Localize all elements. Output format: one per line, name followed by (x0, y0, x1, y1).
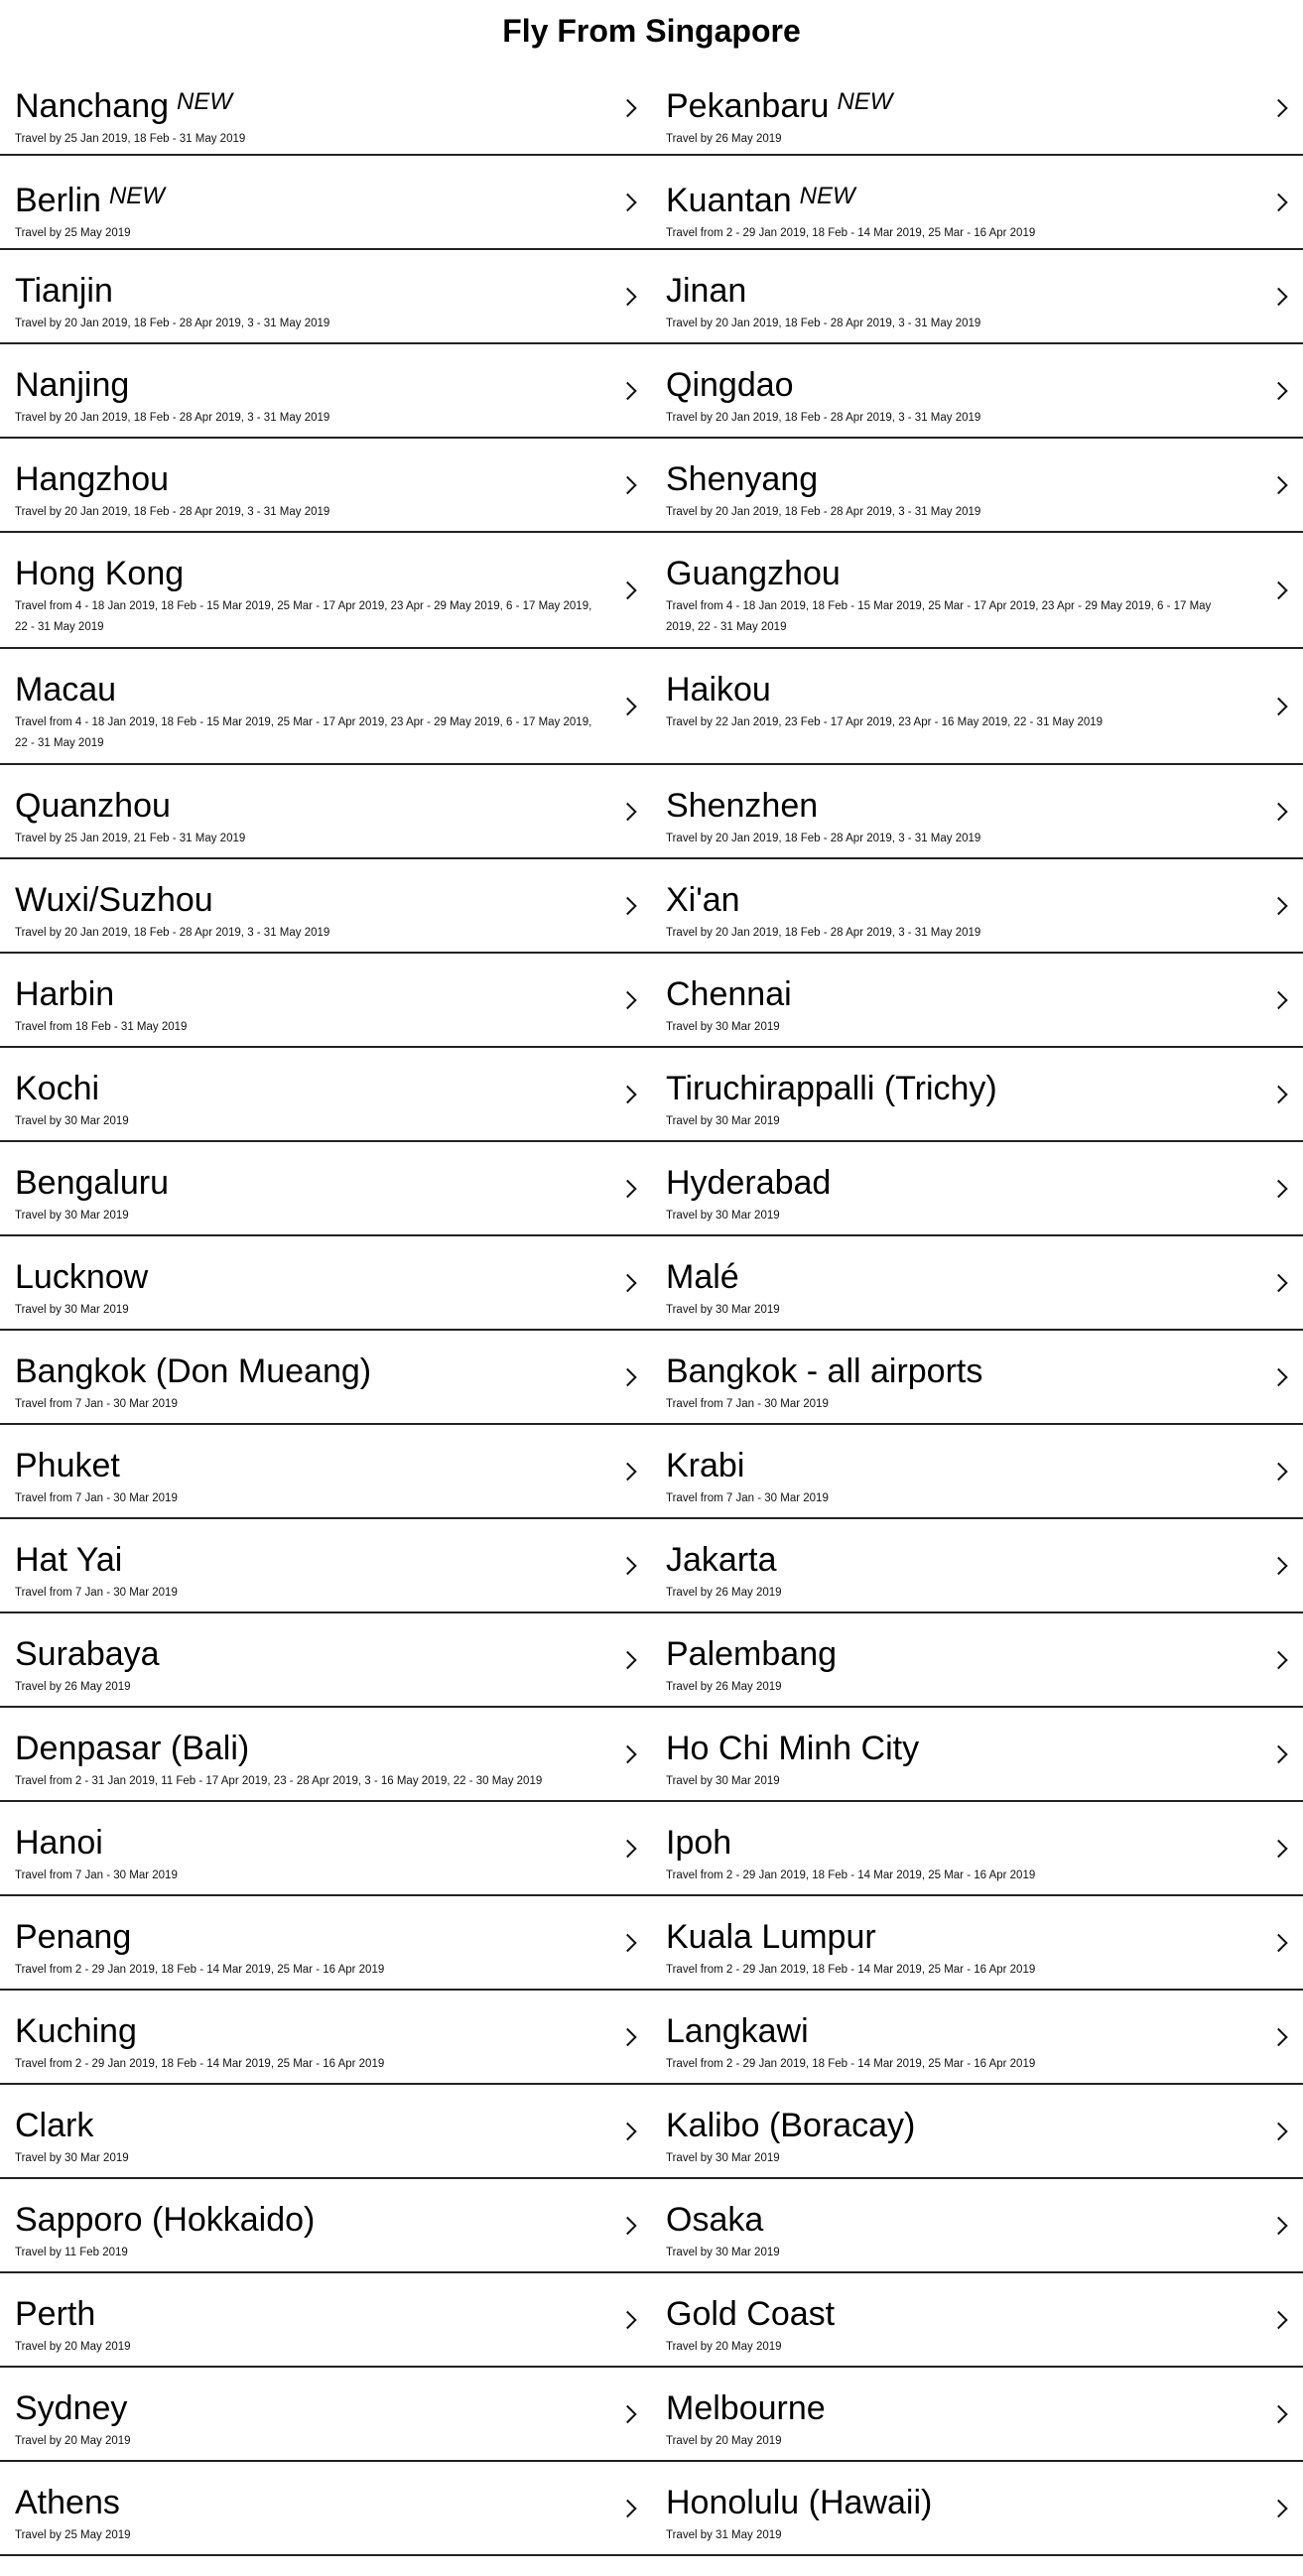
destination-travel-dates: Travel by 20 Jan 2019, 18 Feb - 28 Apr 2019, 3 - 31 May 2019 (15, 412, 330, 424)
destination-item[interactable] (0, 1425, 651, 1519)
new-badge: NEW (837, 88, 893, 115)
chevron-right-icon (618, 802, 636, 820)
chevron-right-icon (1269, 1273, 1287, 1291)
destination-city (15, 460, 605, 498)
chevron-right-icon (1269, 2027, 1287, 2045)
destination-city-name: Berlin (15, 182, 101, 219)
chevron-right-icon (1269, 2122, 1287, 2139)
destination-item[interactable] (0, 1802, 651, 1896)
destination-travel-dates: Travel from 7 Jan - 30 Mar 2019 (15, 1869, 178, 1881)
destination-travel-dates: Travel by 30 Mar 2019 (15, 2152, 129, 2164)
chevron-right-icon (1269, 1839, 1287, 1857)
destination-travel-dates: Travel from 7 Jan - 30 Mar 2019 (15, 1587, 178, 1599)
destination-item[interactable] (651, 649, 1303, 765)
destination-item[interactable] (651, 1802, 1303, 1896)
destination-travel-dates: Travel from 18 Feb - 31 May 2019 (15, 1021, 188, 1033)
chevron-right-icon (1269, 2310, 1287, 2328)
destination-city (666, 881, 1234, 919)
chevron-right-icon (618, 475, 636, 493)
destination-travel-dates: Travel from 4 - 18 Jan 2019, 18 Feb - 15 Mar 2019, 25 Mar - 17 Apr 2019, 23 Apr - 29 May 2019, 6 - 17 May 2019, 22 - 31 May 2019 (15, 600, 592, 633)
destination-city (666, 2201, 1234, 2239)
destination-item[interactable] (651, 1991, 1303, 2085)
destination-city-name: Clark (15, 2107, 94, 2144)
destination-city-name: Haikou (666, 671, 771, 708)
destination-travel-dates: Travel from 2 - 29 Jan 2019, 18 Feb - 14 Mar 2019, 25 Mar - 16 Apr 2019 (666, 2058, 1036, 2070)
chevron-right-icon (618, 2216, 636, 2234)
destination-city-name: Hat Yai (15, 1541, 123, 1579)
destination-item[interactable] (0, 954, 651, 1048)
destination-travel-dates: Travel from 2 - 31 Jan 2019, 11 Feb - 17 Apr 2019, 23 - 28 Apr 2019, 3 - 16 May 2019, 22 - 30 May 2019 (15, 1775, 543, 1787)
chevron-right-icon (618, 1462, 636, 1480)
destination-city (666, 1541, 1234, 1579)
destination-city (15, 881, 605, 919)
destination-city-name: Quanzhou (15, 787, 171, 825)
destination-city (15, 178, 605, 219)
destination-city-name: Krabi (666, 1447, 745, 1484)
destination-city-name: Melbourne (666, 2389, 826, 2427)
destination-city-name: Nanjing (15, 366, 130, 404)
destination-item[interactable] (0, 765, 651, 859)
new-badge: NEW (177, 88, 233, 115)
destination-city (666, 671, 1234, 708)
destination-city (15, 83, 605, 125)
destination-travel-dates: Travel by 30 Mar 2019 (666, 2247, 780, 2258)
destination-travel-dates: Travel from 2 - 29 Jan 2019, 18 Feb - 14 Mar 2019, 25 Mar - 16 Apr 2019 (666, 1964, 1036, 1976)
destination-city-name: Wuxi/Suzhou (15, 881, 213, 919)
chevron-right-icon (1269, 2499, 1287, 2516)
destination-item[interactable] (0, 2085, 651, 2179)
destination-travel-dates: Travel by 26 May 2019 (15, 1681, 131, 1693)
chevron-right-icon (618, 1933, 636, 1951)
destination-city-name: Palembang (666, 1635, 838, 1673)
destination-city (15, 366, 605, 404)
destination-travel-dates: Travel by 20 Jan 2019, 18 Feb - 28 Apr 2019, 3 - 31 May 2019 (15, 927, 330, 939)
destination-travel-dates: Travel by 30 Mar 2019 (15, 1210, 129, 1222)
destination-city (15, 2484, 605, 2521)
destination-city (15, 1730, 605, 1767)
chevron-right-icon (1269, 98, 1287, 116)
destination-item[interactable] (651, 2085, 1303, 2179)
destination-city (15, 1447, 605, 1484)
destination-travel-dates: Travel by 20 Jan 2019, 18 Feb - 28 Apr 2019, 3 - 31 May 2019 (666, 927, 981, 939)
destination-item[interactable] (0, 62, 651, 156)
destination-city-name: Kuantan (666, 182, 792, 219)
destination-city (666, 1635, 1234, 1673)
chevron-right-icon (1269, 475, 1287, 493)
destination-item[interactable] (651, 62, 1303, 156)
destination-city (666, 555, 1234, 592)
destination-item[interactable] (651, 765, 1303, 859)
destination-city (666, 178, 1234, 219)
destination-item[interactable] (0, 1896, 651, 1991)
destination-travel-dates: Travel from 7 Jan - 30 Mar 2019 (666, 1398, 829, 1410)
destination-city (666, 1824, 1234, 1862)
destination-item[interactable] (651, 1708, 1303, 1802)
chevron-right-icon (618, 1650, 636, 1668)
destination-item[interactable] (0, 1142, 651, 1236)
destination-city-name: Bengaluru (15, 1164, 170, 1202)
destination-item[interactable] (651, 344, 1303, 439)
destination-city-name: Kalibo (Boracay) (666, 2107, 916, 2144)
destination-item[interactable] (0, 533, 651, 649)
destination-city-name: Jinan (666, 272, 747, 310)
destination-city-name: Hong Kong (15, 555, 185, 592)
destination-item[interactable] (651, 954, 1303, 1048)
destination-item[interactable] (651, 1613, 1303, 1708)
destination-city-name: Tianjin (15, 272, 113, 310)
destination-item[interactable] (0, 1991, 651, 2085)
destination-city (15, 1164, 605, 1202)
chevron-right-icon (618, 2499, 636, 2516)
destination-travel-dates: Travel by 20 May 2019 (15, 2341, 131, 2353)
chevron-right-icon (1269, 1556, 1287, 1574)
chevron-right-icon (618, 580, 636, 598)
destination-item[interactable] (651, 1142, 1303, 1236)
destination-city-name: Athens (15, 2484, 120, 2521)
destination-city-name: Hangzhou (15, 460, 170, 498)
destination-city (666, 2107, 1234, 2144)
destination-city (15, 2389, 605, 2427)
destination-item[interactable] (0, 1331, 651, 1425)
chevron-right-icon (1269, 2404, 1287, 2422)
chevron-right-icon (618, 1085, 636, 1102)
chevron-right-icon (618, 381, 636, 399)
destination-item[interactable] (0, 1708, 651, 1802)
destination-city (666, 83, 1234, 125)
destination-city (666, 2484, 1234, 2521)
destination-city-name: Sapporo (Hokkaido) (15, 2201, 316, 2239)
destination-item[interactable] (651, 533, 1303, 649)
destination-travel-dates: Travel by 22 Jan 2019, 23 Feb - 17 Apr 2019, 23 Apr - 16 May 2019, 22 - 31 May 2019 (666, 716, 1104, 728)
destination-travel-dates: Travel by 20 Jan 2019, 18 Feb - 28 Apr 2019, 3 - 31 May 2019 (15, 506, 330, 518)
destination-city-name: Guangzhou (666, 555, 841, 592)
destination-travel-dates: Travel by 25 May 2019 (15, 227, 131, 239)
destination-travel-dates: Travel from 7 Jan - 30 Mar 2019 (15, 1492, 178, 1504)
destination-city-name: Malé (666, 1258, 739, 1296)
destination-city (666, 1258, 1234, 1296)
chevron-right-icon (1269, 193, 1287, 210)
destination-travel-dates: Travel from 2 - 29 Jan 2019, 18 Feb - 14 Mar 2019, 25 Mar - 16 Apr 2019 (15, 1964, 385, 1976)
destination-travel-dates: Travel by 26 May 2019 (666, 1587, 782, 1599)
chevron-right-icon (618, 2122, 636, 2139)
destination-city (666, 787, 1234, 825)
chevron-right-icon (1269, 990, 1287, 1008)
destination-item[interactable] (651, 2179, 1303, 2273)
chevron-right-icon (618, 1839, 636, 1857)
destination-city-name: Sydney (15, 2389, 128, 2427)
chevron-right-icon (618, 1367, 636, 1385)
destination-city (15, 1258, 605, 1296)
destination-travel-dates: Travel by 26 May 2019 (666, 133, 782, 145)
destination-city-name: Hanoi (15, 1824, 103, 1862)
destination-city (666, 975, 1234, 1013)
chevron-right-icon (618, 2310, 636, 2328)
destination-item[interactable] (0, 156, 651, 250)
destination-item[interactable] (0, 2273, 651, 2368)
destination-travel-dates: Travel by 25 May 2019 (15, 2529, 131, 2541)
destination-item[interactable] (651, 1896, 1303, 1991)
destination-item[interactable] (651, 439, 1303, 533)
destination-city (666, 1070, 1234, 1107)
destination-item[interactable] (0, 1519, 651, 1613)
destination-city (666, 1918, 1234, 1956)
destination-city-name: Xi'an (666, 881, 740, 919)
chevron-right-icon (1269, 287, 1287, 305)
destination-city (15, 2012, 605, 2050)
chevron-right-icon (618, 1179, 636, 1197)
destination-city (666, 2389, 1234, 2427)
chevron-right-icon (1269, 1744, 1287, 1762)
destination-city-name: Denpasar (Bali) (15, 1730, 250, 1767)
destination-city (15, 975, 605, 1013)
destination-city (15, 1824, 605, 1862)
destination-city-name: Gold Coast (666, 2295, 836, 2333)
destination-city-name: Honolulu (Hawaii) (666, 2484, 933, 2521)
destination-city (666, 460, 1234, 498)
destination-city-name: Phuket (15, 1447, 120, 1484)
destination-city (666, 272, 1234, 310)
destination-travel-dates: Travel by 20 Jan 2019, 18 Feb - 28 Apr 2019, 3 - 31 May 2019 (666, 506, 981, 518)
destination-city-name: Shenzhen (666, 787, 819, 825)
destination-city (15, 787, 605, 825)
chevron-right-icon (1269, 802, 1287, 820)
destination-city-name: Bangkok (Don Mueang) (15, 1352, 372, 1390)
destination-item[interactable] (651, 1331, 1303, 1425)
destination-city-name: Kochi (15, 1070, 100, 1107)
destination-city (15, 1635, 605, 1673)
chevron-right-icon (1269, 1650, 1287, 1668)
destination-travel-dates: Travel by 30 Mar 2019 (15, 1304, 129, 1316)
chevron-right-icon (618, 990, 636, 1008)
destination-city-name: Penang (15, 1918, 132, 1956)
destination-travel-dates: Travel by 30 Mar 2019 (666, 1115, 780, 1127)
destination-travel-dates: Travel from 4 - 18 Jan 2019, 18 Feb - 15 Mar 2019, 25 Mar - 17 Apr 2019, 23 Apr - 29 May 2019, 6 - 17 May 2019, 22 - 31 May 2019 (15, 716, 592, 749)
destination-travel-dates: Travel by 30 Mar 2019 (666, 1775, 780, 1787)
destination-travel-dates: Travel by 30 Mar 2019 (666, 1304, 780, 1316)
destination-travel-dates: Travel from 7 Jan - 30 Mar 2019 (666, 1492, 829, 1504)
destination-grid (0, 62, 1303, 2556)
destination-city (666, 2012, 1234, 2050)
destination-travel-dates: Travel from 2 - 29 Jan 2019, 18 Feb - 14 Mar 2019, 25 Mar - 16 Apr 2019 (666, 1869, 1036, 1881)
destination-travel-dates: Travel by 20 May 2019 (15, 2435, 131, 2447)
destination-item[interactable] (0, 2179, 651, 2273)
chevron-right-icon (618, 1556, 636, 1574)
chevron-right-icon (618, 697, 636, 714)
destination-item[interactable] (651, 1048, 1303, 1142)
chevron-right-icon (618, 98, 636, 116)
destination-travel-dates: Travel from 2 - 29 Jan 2019, 18 Feb - 14 Mar 2019, 25 Mar - 16 Apr 2019 (666, 227, 1036, 239)
destination-travel-dates: Travel by 20 Jan 2019, 18 Feb - 28 Apr 2019, 3 - 31 May 2019 (15, 318, 330, 329)
destination-item[interactable] (0, 250, 651, 344)
destination-item[interactable] (651, 250, 1303, 344)
chevron-right-icon (618, 1273, 636, 1291)
chevron-right-icon (618, 2404, 636, 2422)
destination-item[interactable] (0, 1613, 651, 1708)
destination-city (15, 2107, 605, 2144)
chevron-right-icon (618, 896, 636, 914)
destination-travel-dates: Travel by 20 May 2019 (666, 2435, 782, 2447)
destination-city (666, 2295, 1234, 2333)
destination-travel-dates: Travel by 30 Mar 2019 (666, 1210, 780, 1222)
destination-travel-dates: Travel by 20 May 2019 (666, 2341, 782, 2353)
destination-city-name: Bangkok - all airports (666, 1352, 983, 1390)
chevron-right-icon (1269, 1179, 1287, 1197)
chevron-right-icon (1269, 2216, 1287, 2234)
destination-city-name: Nanchang (15, 87, 170, 125)
destination-item[interactable] (0, 649, 651, 765)
destination-city (15, 1918, 605, 1956)
destination-item[interactable] (0, 2368, 651, 2462)
destination-item[interactable] (651, 2368, 1303, 2462)
destination-city (666, 1352, 1234, 1390)
chevron-right-icon (618, 287, 636, 305)
destination-travel-dates: Travel by 25 Jan 2019, 21 Feb - 31 May 2019 (15, 833, 246, 844)
destination-city (15, 272, 605, 310)
chevron-right-icon (1269, 1462, 1287, 1480)
destination-travel-dates: Travel from 2 - 29 Jan 2019, 18 Feb - 14 Mar 2019, 25 Mar - 16 Apr 2019 (15, 2058, 385, 2070)
destination-item[interactable] (0, 2462, 651, 2556)
destination-city-name: Kuala Lumpur (666, 1918, 876, 1956)
chevron-right-icon (1269, 1933, 1287, 1951)
chevron-right-icon (1269, 1367, 1287, 1385)
destination-city-name: Surabaya (15, 1635, 160, 1673)
destination-travel-dates: Travel by 20 Jan 2019, 18 Feb - 28 Apr 2019, 3 - 31 May 2019 (666, 833, 981, 844)
destination-city-name: Langkawi (666, 2012, 809, 2050)
destination-city (666, 1730, 1234, 1767)
destination-item[interactable] (651, 1236, 1303, 1331)
destination-city (666, 1447, 1234, 1484)
chevron-right-icon (1269, 896, 1287, 914)
page-title: Fly From Singapore (502, 13, 801, 49)
destination-travel-dates: Travel by 30 Mar 2019 (666, 2152, 780, 2164)
chevron-right-icon (618, 2027, 636, 2045)
destination-item[interactable] (651, 1425, 1303, 1519)
destination-item[interactable] (0, 1236, 651, 1331)
destination-city (15, 1352, 605, 1390)
chevron-right-icon (618, 1744, 636, 1762)
destination-travel-dates: Travel by 20 Jan 2019, 18 Feb - 28 Apr 2019, 3 - 31 May 2019 (666, 412, 981, 424)
destination-city (15, 671, 605, 708)
destination-city-name: Chennai (666, 975, 792, 1013)
new-badge: NEW (108, 183, 165, 209)
destination-item[interactable] (651, 2462, 1303, 2556)
destination-city-name: Perth (15, 2295, 96, 2333)
destination-city-name: Qingdao (666, 366, 794, 404)
destination-city (15, 555, 605, 592)
destination-travel-dates: Travel by 30 Mar 2019 (666, 1021, 780, 1033)
destination-travel-dates: Travel by 11 Feb 2019 (15, 2247, 128, 2258)
destination-travel-dates: Travel by 30 Mar 2019 (15, 1115, 129, 1127)
chevron-right-icon (1269, 697, 1287, 714)
chevron-right-icon (1269, 1085, 1287, 1102)
destination-item[interactable] (651, 1519, 1303, 1613)
destination-city-name: Macau (15, 671, 117, 708)
destination-city (666, 366, 1234, 404)
destination-item[interactable] (0, 439, 651, 533)
destination-city-name: Osaka (666, 2201, 764, 2239)
destination-city-name: Lucknow (15, 1258, 149, 1296)
destination-city-name: Harbin (15, 975, 115, 1013)
destination-item[interactable] (651, 859, 1303, 954)
destination-travel-dates: Travel from 7 Jan - 30 Mar 2019 (15, 1398, 178, 1410)
destination-city-name: Hyderabad (666, 1164, 832, 1202)
destination-travel-dates: Travel from 4 - 18 Jan 2019, 18 Feb - 15 Mar 2019, 25 Mar - 17 Apr 2019, 23 Apr - 29 May 2019, 6 - 17 May 2019, 22 - 31 May 2019 (666, 600, 1212, 633)
destination-city (666, 1164, 1234, 1202)
destination-city (15, 1541, 605, 1579)
chevron-right-icon (1269, 381, 1287, 399)
chevron-right-icon (618, 193, 636, 210)
destination-city-name: Pekanbaru (666, 87, 830, 125)
destination-item[interactable] (0, 859, 651, 954)
destination-city (15, 1070, 605, 1107)
destination-travel-dates: Travel by 25 Jan 2019, 18 Feb - 31 May 2019 (15, 133, 246, 145)
destination-city (15, 2201, 605, 2239)
destination-item[interactable] (651, 156, 1303, 250)
destination-travel-dates: Travel by 20 Jan 2019, 18 Feb - 28 Apr 2019, 3 - 31 May 2019 (666, 318, 981, 329)
destination-city-name: Jakarta (666, 1541, 777, 1579)
destination-travel-dates: Travel by 31 May 2019 (666, 2529, 782, 2541)
destination-item[interactable] (651, 2273, 1303, 2368)
destination-city-name: Shenyang (666, 460, 819, 498)
destination-travel-dates: Travel by 26 May 2019 (666, 1681, 782, 1693)
destination-city-name: Tiruchirappalli (Trichy) (666, 1070, 997, 1107)
destination-item[interactable] (0, 1048, 651, 1142)
new-badge: NEW (799, 183, 855, 209)
destination-city (15, 2295, 605, 2333)
chevron-right-icon (1269, 580, 1287, 598)
destination-city-name: Kuching (15, 2012, 137, 2050)
destination-item[interactable] (0, 344, 651, 439)
destination-city-name: Ho Chi Minh City (666, 1730, 920, 1767)
destination-city-name: Ipoh (666, 1824, 732, 1862)
